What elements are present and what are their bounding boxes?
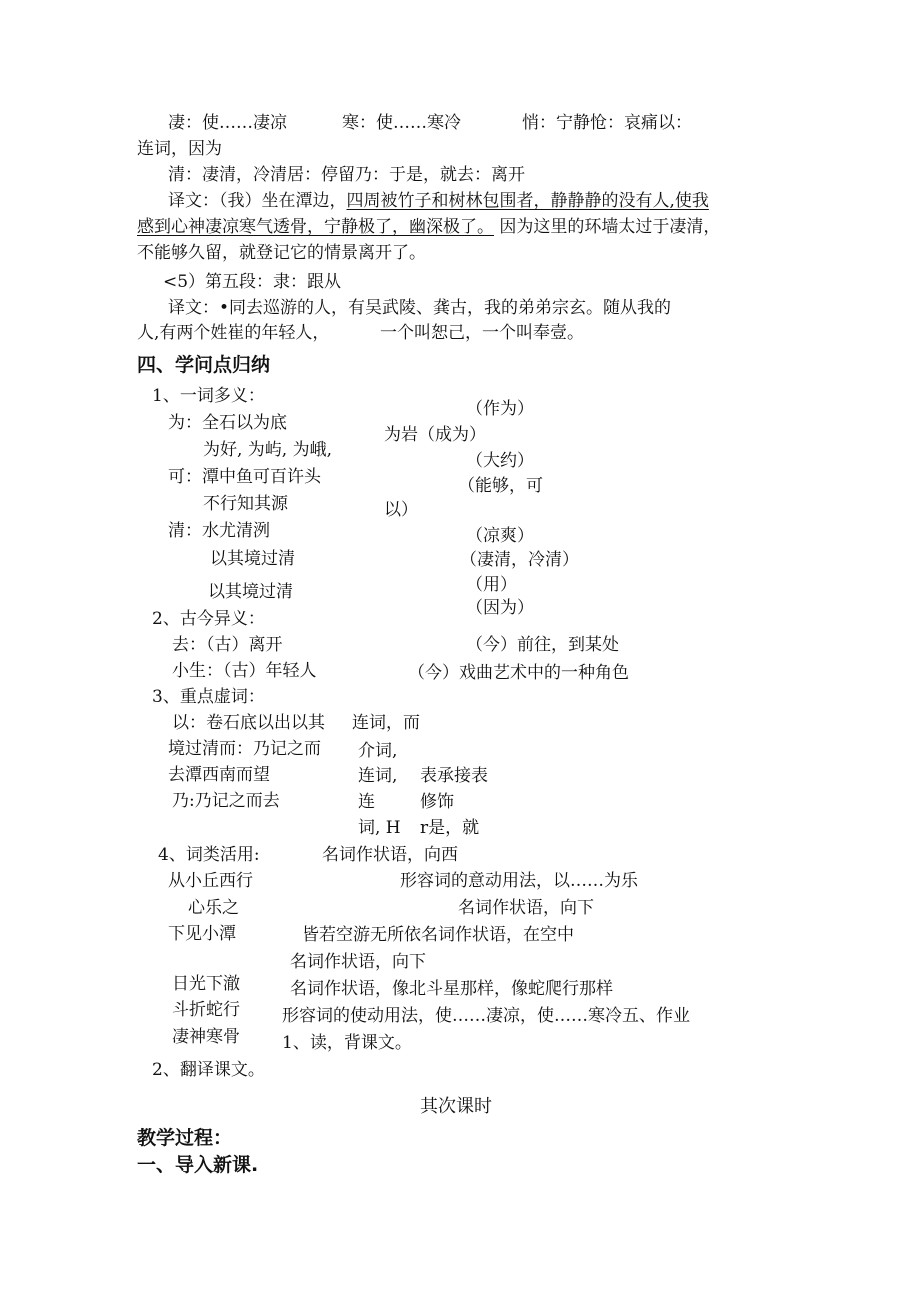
- polysemy-wei-2: 为好, 为屿, 为峨,: [203, 440, 333, 460]
- lesson-2-title: 其次课时: [420, 1096, 492, 1117]
- polysemy-qing-1: 清：水尤清洌: [168, 521, 270, 541]
- polysemy-yi-close: 以）: [384, 500, 418, 520]
- wc-xiajian: 下见小潭: [168, 924, 236, 944]
- wc-xiajian-explain: 名词作状语，向下: [458, 898, 594, 918]
- fw-meaning-lianci-er: 连词，而: [352, 713, 420, 733]
- note-lianci: 连词，因为: [137, 139, 222, 159]
- wc-xiache: 日光下澈: [172, 974, 240, 994]
- paragraph-5-note: <5）第五段：隶：跟从: [163, 272, 342, 292]
- note-qing: 清：凄清，冷清居：停留乃：于是，就去：离开: [168, 165, 525, 185]
- note-han: 寒：使……寒冷: [342, 113, 461, 133]
- ancient-modern-title: 2、古今异义：: [152, 609, 265, 629]
- polysemy-wei-1: 为：全石以为底: [168, 413, 287, 433]
- meaning-liangshuang: （凉爽）: [466, 526, 534, 546]
- meaning-nenggou: （能够，可: [458, 476, 543, 496]
- translation-line-3: 不能够久留，就登记它的情景离开了。: [137, 243, 426, 263]
- polysemy-ke-2: 不行知其源: [203, 494, 288, 514]
- ancient-xiaosheng: 小生：（古）年轻人: [172, 661, 317, 681]
- note-qi: 凄：使……凄凉: [168, 113, 287, 133]
- wc-kongyou-explain: 皆若空游无所依名词作状语，在空中: [302, 925, 574, 945]
- fw-yi-1: 以：卷石底以出以其: [172, 713, 325, 733]
- wc-lezhi: 心乐之: [188, 898, 239, 918]
- modern-qu: （今）前往，到某处: [466, 635, 619, 655]
- fw-meaning-ci-h: 词, H: [358, 818, 401, 838]
- fw-meaning-jieci: 介词,: [358, 741, 398, 761]
- meaning-zuowei: （作为）: [466, 399, 534, 419]
- meaning-qiqing: （凄清，冷清）: [460, 550, 579, 570]
- wc-lezhi-explain: 形容词的意动用法，以……为乐: [400, 871, 638, 891]
- modern-xiaosheng: （今）戏曲艺术中的一种角色: [408, 663, 629, 683]
- wc-qishen: 凄神寒骨: [172, 1027, 240, 1047]
- fw-meaning-lian: 连: [358, 792, 375, 812]
- fw-meaning-xiushi: 修饰: [420, 792, 454, 812]
- translation-line-2: 感到心神凄凉寒气透骨，宁静极了，幽深极了。 因为这里的环墙太过于凄清，: [137, 217, 721, 237]
- function-words-title: 3、重点虚词：: [152, 687, 265, 707]
- polysemy-title: 1、一词多义：: [152, 386, 265, 406]
- fw-nai: 乃:乃记之而去: [172, 791, 280, 811]
- polysemy-qing-3: 以其境过清: [208, 582, 293, 602]
- teaching-process-heading: 教学过程：: [137, 1127, 233, 1149]
- meaning-yong: （用）: [466, 575, 517, 595]
- polysemy-ke-1: 可：潭中鱼可百许头: [168, 467, 321, 487]
- wc-xiache-explain: 名词作状语，向下: [290, 952, 426, 972]
- translation-line-1: 译文：（我）坐在潭边，四周被竹子和树林包围者，静静静的没有人,使我: [168, 191, 709, 211]
- translation-2-line-2a: 人,有两个姓崔的年轻人，: [137, 323, 330, 343]
- wc-xixing-explain: 名词作状语，向西: [322, 845, 458, 865]
- section-4-title: 四、学问点归纳: [137, 354, 271, 376]
- homework-2: 2、翻译课文。: [152, 1060, 265, 1080]
- polysemy-wei-yan: 为岩（成为）: [384, 425, 486, 445]
- intro-heading: 一、导入新课.: [137, 1154, 259, 1176]
- wc-dousnake-explain: 名词作状语，像北斗星那样，像蛇爬行那样: [290, 979, 613, 999]
- fw-er: 去潭西南而望: [168, 765, 270, 785]
- meaning-yinwei-clipped: （因为）: [466, 598, 534, 618]
- translation-2-line-1: 译文：•同去巡游的人，有吴武陵、龚古，我的弟弟宗玄。随从我的: [168, 298, 672, 318]
- fw-meaning-lianci: 连词,: [358, 766, 398, 786]
- translation-2-line-2b: 一个叫恕己，一个叫奉壹。: [380, 323, 584, 343]
- ancient-qu: 去：（古）离开: [172, 635, 283, 655]
- meaning-dayue: （大约）: [466, 451, 534, 471]
- fw-meaning-chengjie: 表承接表: [420, 766, 488, 786]
- wc-dousnake: 斗折蛇行: [172, 1000, 240, 1020]
- fw-yi-2: 境过清而：乃记之而: [168, 739, 321, 759]
- polysemy-qing-2: 以其境过清: [210, 549, 295, 569]
- wc-xixing: 从小丘西行: [168, 871, 253, 891]
- note-qiao: 悄：宁静怆：哀痛以：: [522, 113, 692, 133]
- homework-1: 1、读，背课文。: [282, 1033, 412, 1053]
- word-class-title: 4、词类活用:: [158, 845, 260, 865]
- wc-qishen-explain: 形容词的使动用法，使……凄凉，使……寒冷五、作业: [282, 1006, 690, 1026]
- fw-meaning-yushi: r是，就: [420, 818, 480, 838]
